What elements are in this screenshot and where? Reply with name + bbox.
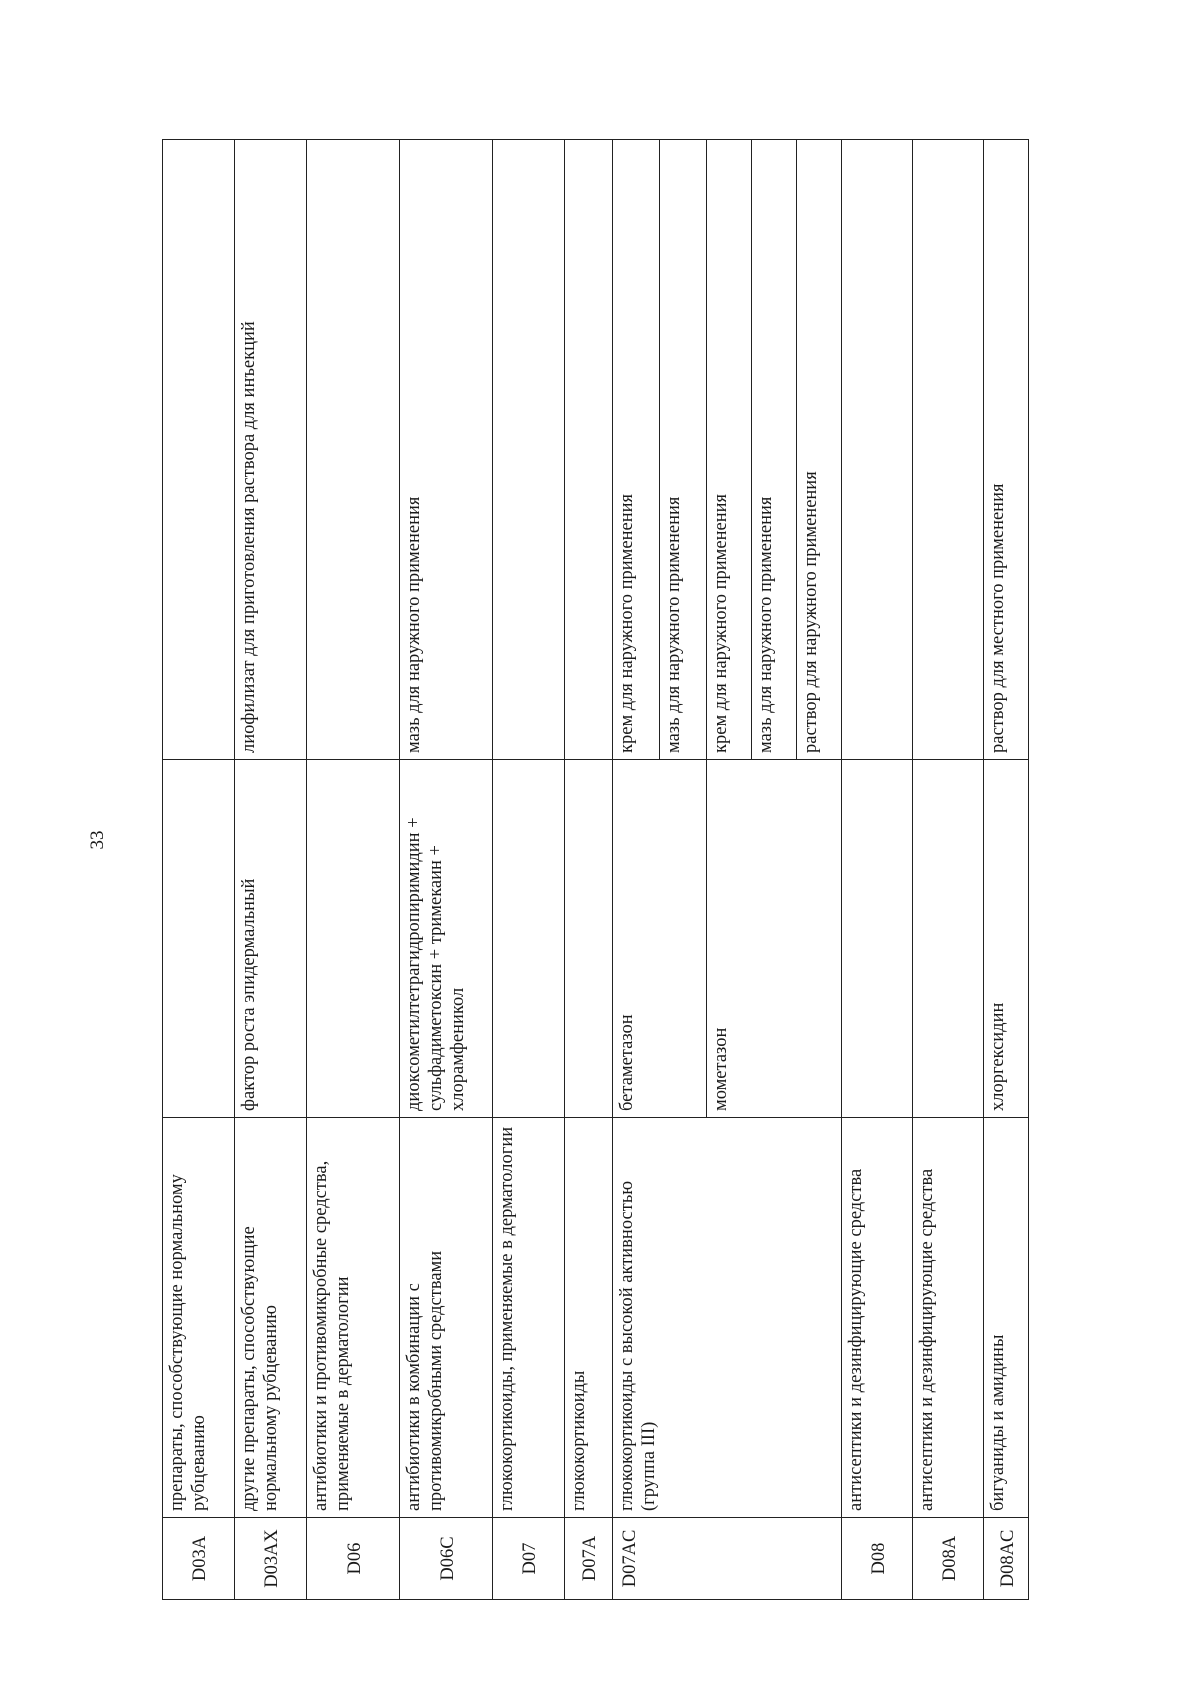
- atc-code-cell: D03AX: [235, 1518, 307, 1600]
- atc-code-cell: D08: [842, 1518, 913, 1600]
- atc-code-cell: D07AC: [613, 1518, 842, 1600]
- group-cell: бигуаниды и амидины: [984, 1118, 1029, 1518]
- table-container: [162, 140, 1029, 1600]
- drug-name-cell: [565, 760, 613, 1118]
- table-row: [235, 140, 307, 1600]
- group-cell: другие препараты, способствующие нормальному рубцеванию: [235, 1118, 307, 1518]
- table-row: [493, 140, 565, 1600]
- drug-classification-table: [162, 139, 1029, 1600]
- drug-name-cell: фактор роста эпидермальный: [235, 760, 307, 1118]
- drug-name-cell: хлоргексидин: [984, 760, 1029, 1118]
- table-row: [842, 140, 913, 1600]
- dosage-form-cell: [913, 140, 984, 760]
- dosage-form-cell: лиофилизат для приготовления раствора для инъекций: [235, 140, 307, 760]
- atc-code-cell: D06C: [400, 1518, 493, 1600]
- group-cell: глюкокортикоиды с высокой активностью (группа III): [613, 1118, 842, 1518]
- dosage-form-cell: [307, 140, 400, 760]
- dosage-form-cell: мазь для наружного применения: [660, 140, 707, 760]
- drug-name-cell: диоксометилтетрагидропиримидин + сульфадиметоксин + тримекаин + хлорамфеникол: [400, 760, 493, 1118]
- table-row: [307, 140, 400, 1600]
- group-cell: антисептики и дезинфицирующие средства: [842, 1118, 913, 1518]
- dosage-form-cell: [842, 140, 913, 760]
- group-cell: антибиотики и противомикробные средства, применяемые в дерматологии: [307, 1118, 400, 1518]
- table-row: [163, 140, 235, 1600]
- dosage-form-cell: мазь для наружного применения: [400, 140, 493, 760]
- drug-name-cell: [913, 760, 984, 1118]
- group-cell: антисептики и дезинфицирующие средства: [913, 1118, 984, 1518]
- dosage-form-cell: [163, 140, 235, 760]
- drug-name-cell: [842, 760, 913, 1118]
- table-row: [400, 140, 493, 1600]
- atc-code-cell: D07: [493, 1518, 565, 1600]
- table-row: [913, 140, 984, 1600]
- table-row: [613, 140, 660, 1600]
- atc-code-cell: D07A: [565, 1518, 613, 1600]
- page-number: 33: [87, 830, 108, 850]
- atc-code-cell: D08AC: [984, 1518, 1029, 1600]
- dosage-form-cell: мазь для наружного применения: [752, 140, 797, 760]
- atc-code-cell: D08A: [913, 1518, 984, 1600]
- atc-code-cell: D03A: [163, 1518, 235, 1600]
- drug-name-cell: [493, 760, 565, 1118]
- drug-name-cell: мометазон: [707, 760, 842, 1118]
- drug-name-cell: [163, 760, 235, 1118]
- atc-code-cell: D06: [307, 1518, 400, 1600]
- group-cell: препараты, способствующие нормальному рубцеванию: [163, 1118, 235, 1518]
- table-row: [565, 140, 613, 1600]
- group-cell: антибиотики в комбинации с противомикробными средствами: [400, 1118, 493, 1518]
- drug-name-cell: [307, 760, 400, 1118]
- dosage-form-cell: [493, 140, 565, 760]
- table-body: [163, 140, 1029, 1600]
- dosage-form-cell: крем для наружного применения: [613, 140, 660, 760]
- group-cell: глюкокортикоиды, применяемые в дерматологии: [493, 1118, 565, 1518]
- dosage-form-cell: раствор для местного применения: [984, 140, 1029, 760]
- table-row: [984, 140, 1029, 1600]
- group-cell: глюкокортикоиды: [565, 1118, 613, 1518]
- dosage-form-cell: крем для наружного применения: [707, 140, 752, 760]
- drug-name-cell: бетаметазон: [613, 760, 707, 1118]
- dosage-form-cell: [565, 140, 613, 760]
- dosage-form-cell: раствор для наружного применения: [797, 140, 842, 760]
